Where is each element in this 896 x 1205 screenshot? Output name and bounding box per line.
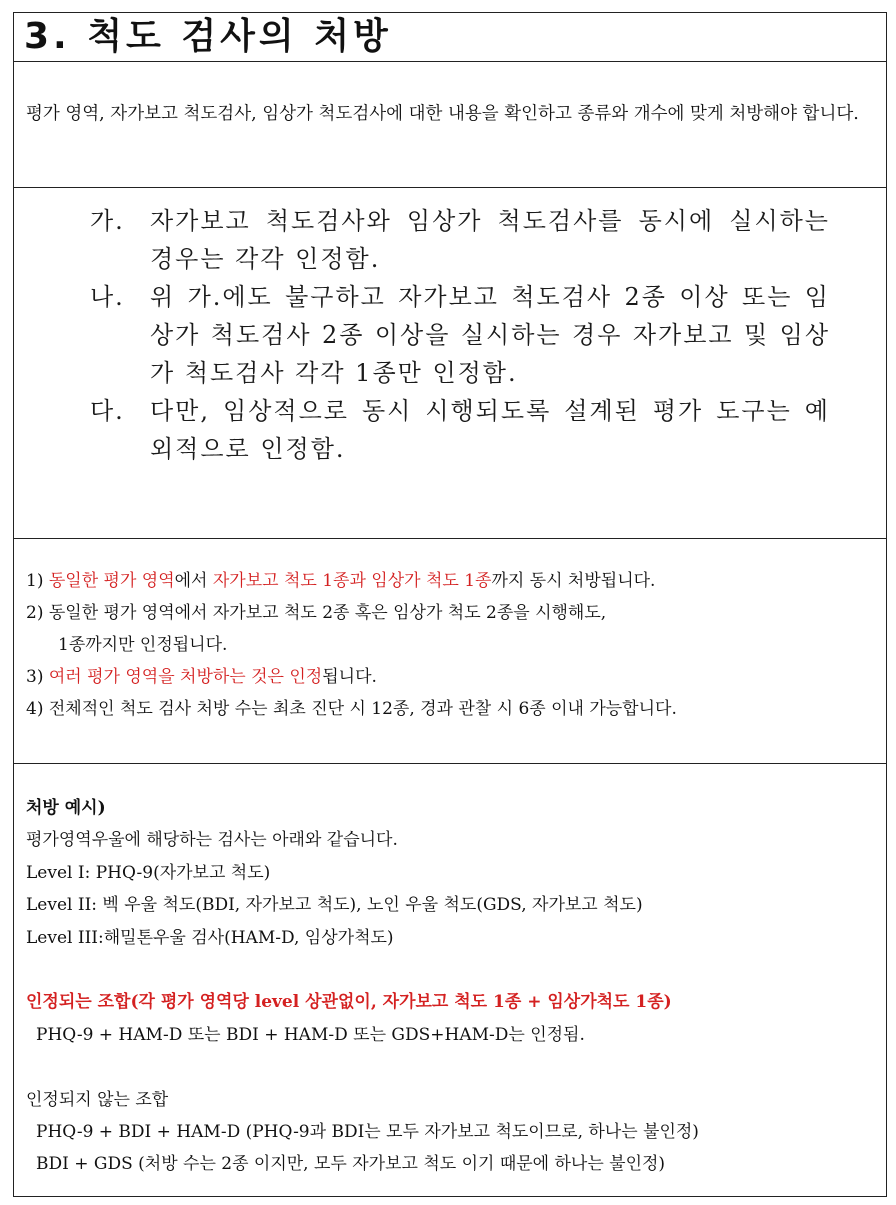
intro-section xyxy=(14,62,886,188)
rule-item xyxy=(90,278,830,392)
rules-list xyxy=(90,202,830,468)
note-item xyxy=(26,661,886,693)
note-item xyxy=(26,565,886,597)
notes-section xyxy=(14,539,886,764)
rule-item xyxy=(90,392,830,468)
allowed-text: PHQ-9 + HAM-D 또는 BDI + HAM-D 또는 GDS+HAM-D는 인정됨. xyxy=(36,1024,585,1045)
note-text: 전체적인 척도 검사 처방 수는 최초 진단 시 12종, 경과 관찰 시 6종 이내 가능합니다. xyxy=(48,699,677,719)
note-text: 에서 xyxy=(174,571,213,591)
spacer xyxy=(26,954,886,986)
intro-text: 평가 영역, 자가보고 척도검사, 임상가 척도검사에 대한 내용을 확인하고 종류와 개수에 맞게 처방해야 합니다. xyxy=(26,104,859,124)
note-text: 1종까지만 인정됩니다. xyxy=(58,635,228,655)
note-number: 4) xyxy=(26,699,44,719)
note-item xyxy=(26,693,886,725)
rule-marker: 나. xyxy=(90,283,125,311)
document-frame xyxy=(13,12,887,1197)
level-2-line: Level II: 벡 우울 척도(BDI, 자가보고 척도), 노인 우울 척도(GDS, 자가보고 척도) xyxy=(26,895,643,916)
example-heading: 처방 예시) xyxy=(26,798,106,818)
note-continuation xyxy=(26,629,886,661)
denied-item: PHQ-9 + BDI + HAM-D (PHQ-9과 BDI는 모두 자가보고 척도이므로, 하나는 불인정) xyxy=(36,1122,699,1143)
rules-section xyxy=(14,188,886,539)
title-section xyxy=(14,13,886,62)
level-3-line: Level III:해밀톤우울 검사(HAM-D, 임상가척도) xyxy=(26,927,394,948)
example-section xyxy=(14,764,886,1196)
rule-marker: 다. xyxy=(90,397,125,425)
level-1-line: Level I: PHQ-9(자가보고 척도) xyxy=(26,862,271,883)
note-number: 1) xyxy=(26,571,44,591)
rule-text: 위 가.에도 불구하고 자가보고 척도검사 2종 이상 또는 임상가 척도검사 2종 이상을 실시하는 경우 자가보고 및 임상가 척도검사 각각 1종만 인정함. xyxy=(150,283,830,387)
note-item xyxy=(26,597,886,629)
example-block xyxy=(26,792,886,1181)
note-text: 동일한 평가 영역에서 자가보고 척도 2종 혹은 임상가 척도 2종을 시행해도, xyxy=(48,603,607,623)
rule-item xyxy=(90,202,830,278)
example-intro: 평가영역우울에 해당하는 검사는 아래와 같습니다. xyxy=(26,830,398,851)
note-number: 2) xyxy=(26,603,44,623)
note-highlight: 자가보고 척도 1종과 임상가 척도 1종 xyxy=(212,571,492,591)
spacer xyxy=(26,1051,886,1083)
allowed-heading: 인정되는 조합(각 평가 영역당 level 상관없이, 자가보고 척도 1종 + 임상가척도 1종) xyxy=(26,992,672,1013)
note-number: 3) xyxy=(26,667,44,687)
rule-text: 자가보고 척도검사와 임상가 척도검사를 동시에 실시하는 경우는 각각 인정함. xyxy=(150,207,830,273)
notes-list xyxy=(26,565,886,725)
denied-heading: 인정되지 않는 조합 xyxy=(26,1089,169,1110)
page-title: 3. 척도 검사의 처방 xyxy=(24,16,392,57)
rule-text: 다만, 임상적으로 동시 시행되도록 설계된 평가 도구는 예외적으로 인정함. xyxy=(150,397,830,463)
note-text: 까지 동시 처방됩니다. xyxy=(491,571,656,591)
rule-marker: 가. xyxy=(90,207,125,235)
note-text: 됩니다. xyxy=(322,667,377,687)
note-highlight: 여러 평가 영역을 처방하는 것은 인정 xyxy=(48,667,323,687)
denied-item: BDI + GDS (처방 수는 2종 이지만, 모두 자가보고 척도 이기 때문에 하나는 불인정) xyxy=(36,1154,666,1175)
note-highlight: 동일한 평가 영역 xyxy=(48,571,175,591)
